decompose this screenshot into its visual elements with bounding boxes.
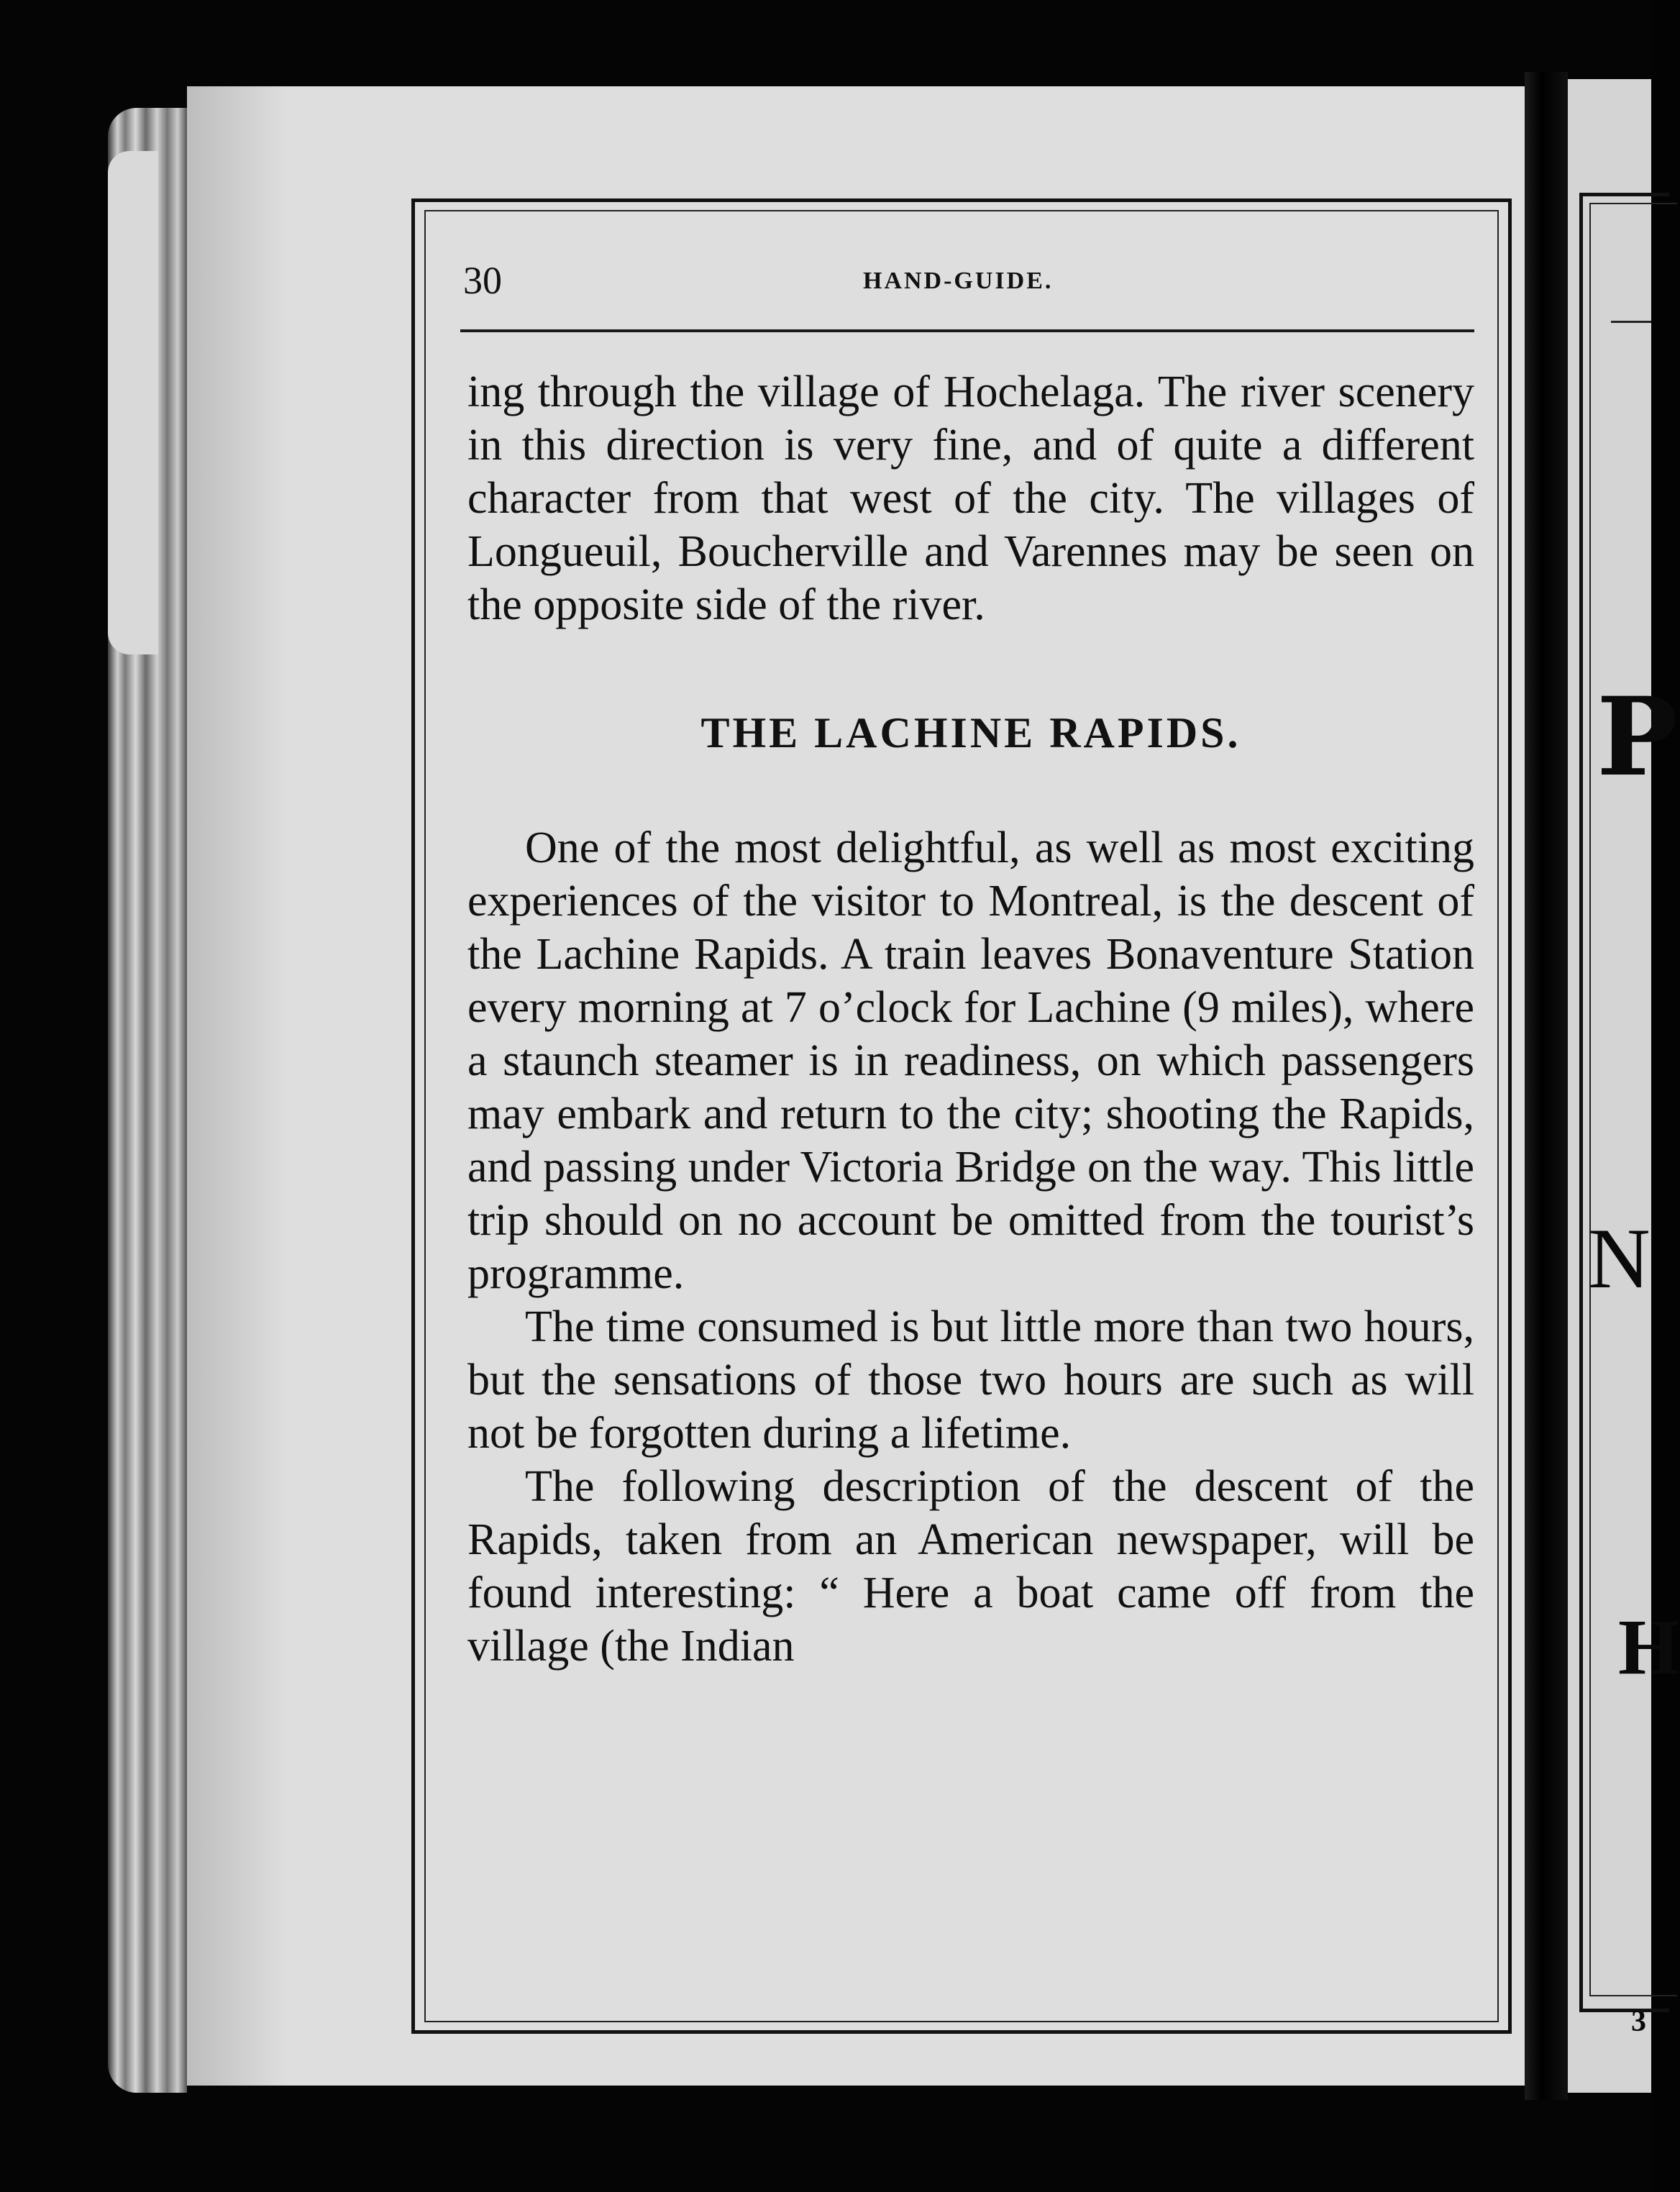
- facing-page-frame-inner: [1589, 203, 1677, 1996]
- facing-page-number: 3: [1631, 2005, 1646, 2038]
- running-title: HAND-GUIDE.: [863, 268, 1054, 294]
- paragraph-1: One of the most delightful, as well as most exciting experiences of the visitor to Montreal, is the descent of the Lachine Rapids. A train leaves Bonaventure Station every morning at 7 o’clock for Lachine (9 miles), where a staunch steamer is in readiness, on which passengers may embark and return to the city; shooting the Rapids, and passing under Victoria Bridge on the way. This little trip should on no account be omitted from the tourist’s programme.: [467, 823, 1474, 1298]
- header-rule: [460, 329, 1474, 332]
- left-page-flap: [108, 151, 158, 654]
- facing-page-letter-1: P: [1597, 674, 1678, 800]
- opening-paragraph: ing through the village of Hochelaga. The river scenery in this direction is very fine, and of quite a different character from that west of the city. The villages of Longueuil, Boucherville and Varennes may be seen on the opposite side of the river.: [467, 367, 1474, 629]
- facing-page-letter-2: N: [1588, 1210, 1651, 1306]
- facing-page-letter-3: H: [1618, 1603, 1680, 1691]
- paragraph-2: The time consumed is but little more than two hours, but the sensations of those two hours are such as will not be forgotten during a lifetime.: [467, 1302, 1474, 1458]
- body-text: [467, 365, 1474, 1673]
- facing-page-rule: [1611, 321, 1651, 323]
- running-head: [460, 255, 1474, 306]
- page-number: 30: [463, 259, 502, 302]
- book-gutter: [1525, 72, 1568, 2100]
- paragraph-3: The following description of the descent of the Rapids, taken from an American newspaper, will be found interesting: “ Here a boat came off from the village (the Indian: [467, 1462, 1474, 1671]
- section-heading: THE LACHINE RAPIDS.: [700, 709, 1241, 757]
